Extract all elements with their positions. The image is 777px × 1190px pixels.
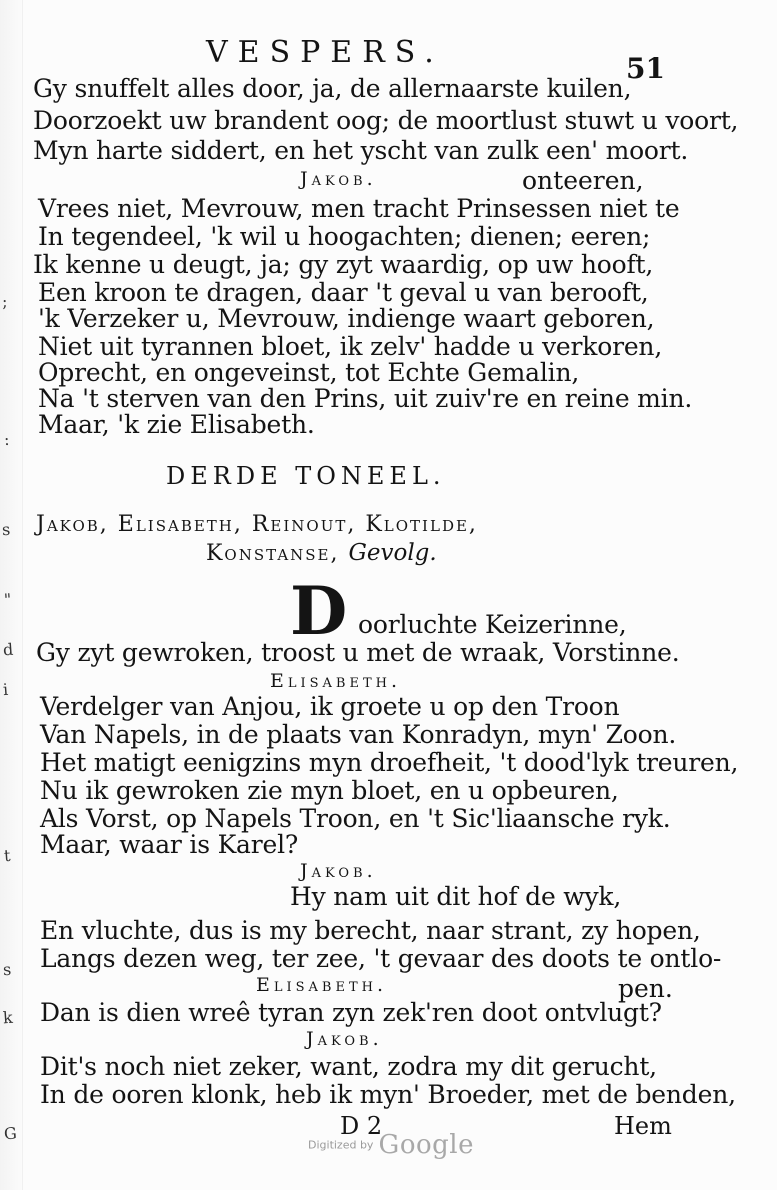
verse-line: En vluchte, dus is my berecht, naar strant, zy hopen, bbox=[40, 916, 701, 945]
facing-page-mark: " bbox=[3, 589, 13, 610]
speaker-label: Elisabeth. bbox=[270, 670, 402, 692]
facing-page-mark: ; bbox=[1, 291, 9, 312]
verse-line: Na 't sterven van den Prins, uit zuiv're en reine min. bbox=[38, 384, 693, 413]
facing-page-mark: : bbox=[3, 429, 11, 450]
facing-page-mark: k bbox=[2, 1007, 14, 1028]
verse-line: Maar, 'k zie Elisabeth. bbox=[38, 410, 315, 439]
cast-name: Konstanse, bbox=[206, 541, 340, 566]
scene-heading: DERDE TONEEL. bbox=[166, 462, 446, 490]
verse-line: Ik kenne u deugt, ja; gy zyt waardig, op uw hooft, bbox=[33, 250, 654, 279]
facing-page-mark: s bbox=[1, 519, 11, 540]
facing-page-mark: s bbox=[2, 959, 12, 980]
verse-line: 'k Verzeker u, Mevrouw, indienge waart geboren, bbox=[38, 304, 655, 333]
digitized-watermark bbox=[308, 1130, 474, 1160]
signature-mark: D 2 bbox=[340, 1112, 383, 1140]
facing-page-mark: t bbox=[3, 845, 12, 866]
verse-line: Het matigt eenigzins myn droefheit, 't dood'lyk treuren, bbox=[40, 748, 739, 777]
running-header-title: VESPERS. bbox=[206, 35, 444, 70]
scene-cast-list bbox=[206, 540, 437, 566]
speaker-label: Jakob. bbox=[306, 1028, 383, 1050]
verse-line: Langs dezen weg, ter zee, 't gevaar des doots te ontlo- bbox=[40, 944, 722, 973]
verse-line: oorluchte Keizerinne, bbox=[358, 610, 627, 639]
verse-line: In tegendeel, 'k wil u hoogachten; dienen; eeren; bbox=[38, 222, 651, 251]
verse-line: Dit's noch niet zeker, want, zodra my dit gerucht, bbox=[40, 1052, 657, 1081]
page-number: 51 bbox=[626, 52, 665, 85]
facing-page-mark: i bbox=[2, 679, 9, 700]
verse-line: Dan is dien wreê tyran zyn zek'ren doot ontvlugt? bbox=[40, 998, 662, 1027]
facing-page-mark: G bbox=[3, 1123, 18, 1144]
verse-line: Van Napels, in de plaats van Konradyn, myn' Zoon. bbox=[40, 720, 677, 749]
speaker-label: Jakob. bbox=[300, 168, 377, 190]
verse-line: Maar, waar is Karel? bbox=[40, 830, 299, 859]
verse-line: Een kroon te dragen, daar 't geval u van berooft, bbox=[38, 278, 649, 307]
verse-line: Oprecht, en ongeveinst, tot Echte Gemalin, bbox=[38, 358, 580, 387]
verse-line: Doorzoekt uw brandent oog; de moortlust stuwt u voort, bbox=[33, 106, 739, 135]
speaker-label: Elisabeth. bbox=[256, 974, 388, 996]
verse-line: Myn harte siddert, en het yscht van zulk een' moort. bbox=[33, 136, 689, 165]
drop-capital: D bbox=[290, 572, 348, 650]
verse-line: Gy zyt gewroken, troost u met de wraak, Vorstinne. bbox=[36, 638, 680, 667]
verse-line: Als Vorst, op Napels Troon, en 't Sic'liaansche ryk. bbox=[40, 804, 671, 833]
verse-line: Verdelger van Anjou, ik groete u op den Troon bbox=[40, 692, 620, 721]
verse-line: Gy snuffelt alles door, ja, de allernaarste kuilen, bbox=[33, 74, 632, 103]
verse-line: Hy nam uit dit hof de wyk, bbox=[290, 882, 622, 911]
cast-retinue: Gevolg. bbox=[348, 540, 437, 566]
verse-fragment: onteeren, bbox=[522, 166, 644, 195]
speaker-label: Jakob. bbox=[300, 860, 377, 882]
verse-line: Niet uit tyrannen bloet, ik zelv' hadde u verkoren, bbox=[38, 332, 663, 361]
scene-cast-list: Jakob, Elisabeth, Reinout, Klotilde, bbox=[36, 512, 478, 537]
google-logo: Google bbox=[378, 1130, 474, 1160]
catchword: Hem bbox=[614, 1112, 672, 1140]
verse-line: In de ooren klonk, heb ik myn' Broeder, met de benden, bbox=[40, 1080, 736, 1109]
verse-line: Vrees niet, Mevrouw, men tracht Prinsessen niet te bbox=[38, 194, 680, 223]
facing-page-mark: d bbox=[2, 639, 14, 660]
verse-line: Nu ik gewroken zie myn bloet, en u opbeuren, bbox=[40, 776, 619, 805]
digitized-prefix: Digitized by bbox=[308, 1138, 374, 1152]
verse-fragment: pen. bbox=[618, 974, 673, 1003]
